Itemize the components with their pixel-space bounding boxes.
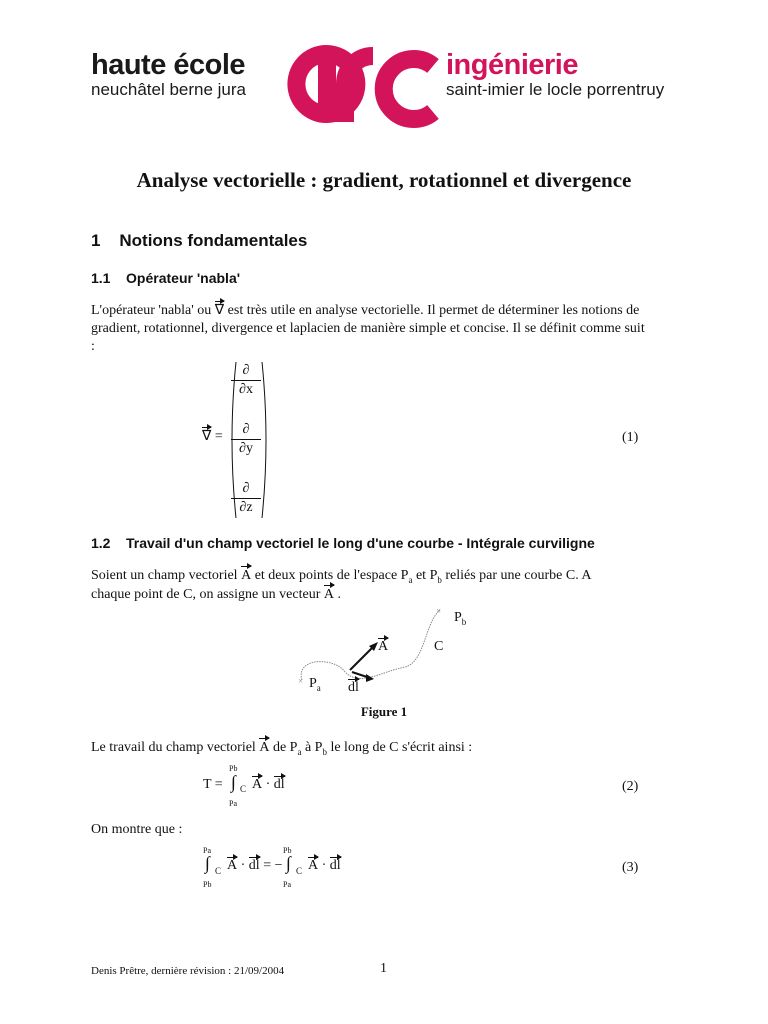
figure-label-pb: $P_b$ <box>454 610 467 627</box>
section-1-2-number: 1.2 <box>91 535 111 551</box>
arc-logo-icon <box>265 36 443 132</box>
eq3-lower-limit-1: Pb <box>203 880 212 889</box>
work-text-d: le long de C s'écrit ainsi : <box>330 740 473 755</box>
sub-a: a <box>408 574 413 585</box>
figure-label-C: C <box>434 639 444 654</box>
eq2-lower-limit: Pa <box>229 799 238 808</box>
logo-ingenierie: ingénierie <box>446 49 578 81</box>
eq1-num-x: ∂ <box>242 363 250 378</box>
eq3-contour-C-1: C <box>215 866 222 876</box>
figure-label-A: A <box>378 639 389 654</box>
curve-C <box>301 610 440 680</box>
logo-left-text <box>91 50 246 100</box>
work-vector-A: A <box>259 740 270 755</box>
eq2-number: (2) <box>622 779 639 794</box>
arc-letter-c <box>384 59 433 119</box>
figure-1-caption: Figure 1 <box>360 704 408 719</box>
nabla-vector-symbol: ∇ <box>214 303 225 318</box>
eq1-frac-x <box>231 363 261 398</box>
eq2-contour-C: C <box>240 784 247 794</box>
nabla-para-start: L'opérateur 'nabla' ou <box>91 303 212 318</box>
eq1-den-y: ∂y <box>239 441 253 456</box>
nabla-para-rest: est très utile en analyse vectorielle. Il permet de déterminer les notions de gradient, rotationnel, divergence et laplacien de manière simple et concise. Il se définit comme suit : <box>91 303 645 354</box>
sub-b: b <box>437 574 442 585</box>
eq2-lhs: T = <box>203 777 223 792</box>
section-1-1-title: Opérateur 'nabla' <box>126 270 241 286</box>
eq3-upper-limit-2: Pb <box>283 846 292 855</box>
eq1-den-x: ∂x <box>239 382 253 397</box>
eq1-nabla-vector: ∇ <box>202 429 212 444</box>
section-1-1-heading <box>91 270 240 286</box>
field-para-text-b: et deux points de l'espace P <box>254 568 409 583</box>
field-para-text-d: reliés par une courbe C. A <box>445 568 592 583</box>
logo-haute-ecole: haute école <box>91 49 246 81</box>
eq3-integrand-1: A · dl = − <box>227 858 283 873</box>
eq1-lhs <box>202 428 223 445</box>
nabla-paragraph <box>91 302 651 356</box>
eq1-equals: = <box>214 429 223 444</box>
figure-label-dl: dl <box>348 680 359 695</box>
eq1-frac-z <box>231 481 261 516</box>
shown-text: On montre que : <box>91 822 183 837</box>
work-paragraph: Le travail du champ vectoriel A de $P_a$ à $P_b$ le long de C s'écrit ainsi : <box>91 740 473 757</box>
eq3-integral-1: ∫ <box>205 853 210 873</box>
eq3-integrand-2: A · dl <box>308 858 341 873</box>
eq1-number: (1) <box>622 430 639 445</box>
section-1-2-heading <box>91 535 595 551</box>
logo-locations-right: saint-imier le locle porrentruy <box>446 80 665 99</box>
vector-A-symbol: A <box>241 568 252 583</box>
section-1-heading <box>91 231 307 251</box>
eq1-num-z: ∂ <box>242 481 250 496</box>
logo-locations-left: neuchâtel berne jura <box>91 80 247 99</box>
eq2-integrand: A · dl <box>252 777 285 792</box>
work-text-a: Le travail du champ vectoriel <box>91 740 256 755</box>
eq1-num-y: ∂ <box>242 422 250 437</box>
work-text-b: de P <box>272 740 298 755</box>
section-1-1-number: 1.1 <box>91 270 111 286</box>
eq1-frac-y <box>231 422 261 457</box>
logo-right-text <box>446 50 664 100</box>
page-number: 1 <box>380 961 387 976</box>
eq3-lower-limit-2: Pa <box>283 880 292 889</box>
field-para-text-e: chaque point de C, on assigne un vecteur <box>91 587 321 602</box>
svg-text:×: × <box>298 676 304 686</box>
field-para-text-a: Soient un champ vectoriel <box>91 568 238 583</box>
work-text-c: à P <box>304 740 323 755</box>
eq2-upper-limit: Pb <box>229 764 238 773</box>
field-para-text-f: . <box>337 587 342 602</box>
eq3-upper-limit-1: Pa <box>203 846 212 855</box>
eq2-integral: ∫ <box>231 772 236 792</box>
field-para-text-c: et P <box>415 568 438 583</box>
eq3-number: (3) <box>622 860 639 875</box>
figure-label-pa: $P_a$ <box>309 676 321 693</box>
eq1-den-z: ∂z <box>239 500 253 515</box>
eq3-contour-C-2: C <box>296 866 303 876</box>
vector-A-symbol-2: A <box>323 587 335 602</box>
section-1-number: 1 <box>91 231 101 250</box>
svg-text:×: × <box>436 606 442 616</box>
footer-author: Denis Prêtre, dernière révision : 21/09/2004 <box>91 965 285 977</box>
eq3-integral-2: ∫ <box>286 853 291 873</box>
section-1-title: Notions fondamentales <box>119 231 308 250</box>
document-title: Analyse vectorielle : gradient, rotationnel et divergence <box>136 168 632 192</box>
section-1-2-title: Travail d'un champ vectoriel le long d'une courbe - Intégrale curviligne <box>126 535 595 551</box>
vector-A-arrow <box>350 646 374 670</box>
